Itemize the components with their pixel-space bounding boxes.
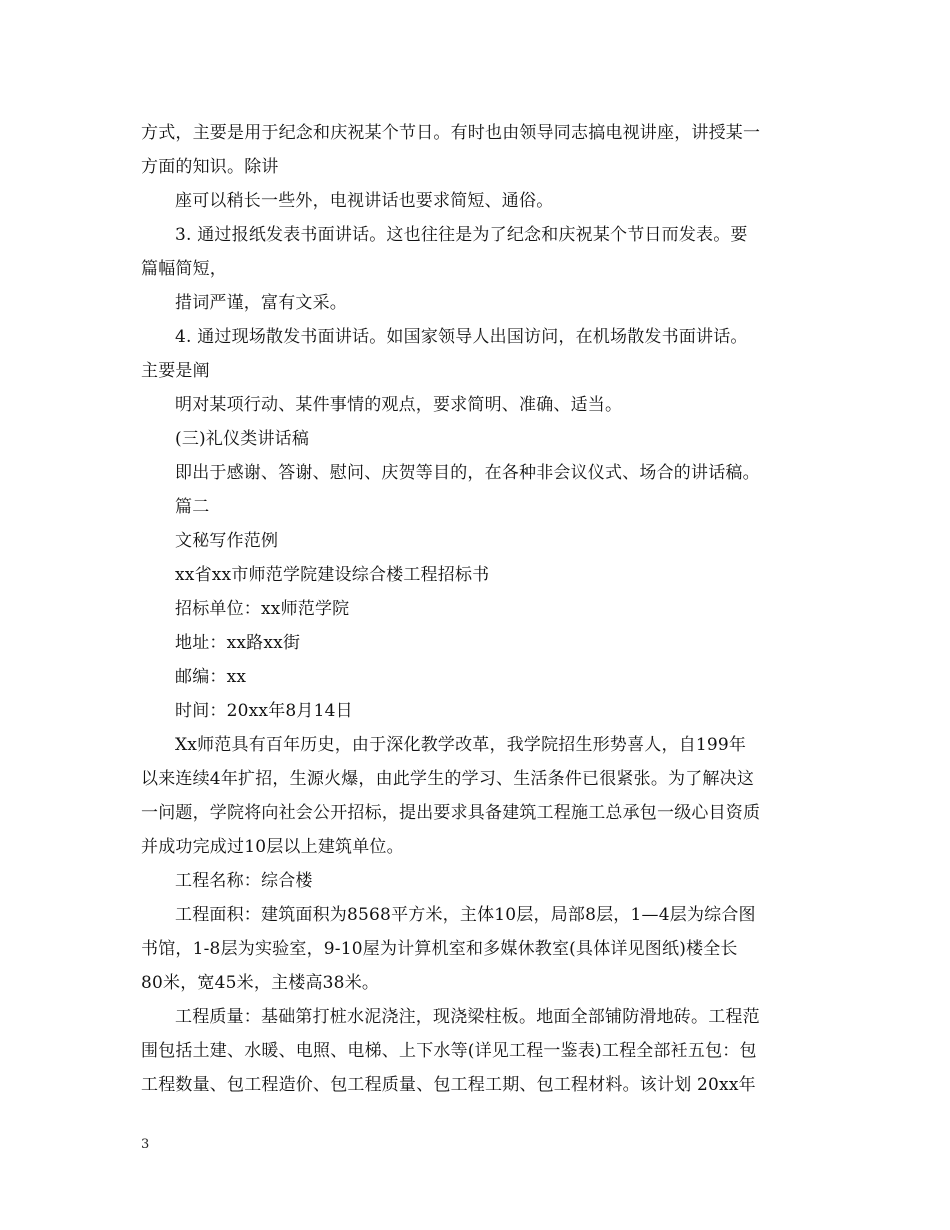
text-line: 并成功完成过10层以上建筑单位。 (141, 837, 404, 857)
text-line: 以来连续4年扩招，生源火爆，由此学生的学习、生活条件已很紧张。为了解决这 (141, 769, 755, 789)
text-line: 书馆，1-8层为实验室，9-10屋为计算机室和多媒休教室(具体详见图纸)楼全长 (141, 939, 738, 959)
text-line: 时间：20xx年8月14日 (175, 701, 353, 721)
text-line: 招标单位：xx师范学院 (175, 599, 350, 619)
section-heading: 文秘写作范例 (175, 531, 279, 551)
text-line: 工程数量、包工程造价、包工程质量、包工程工期、包工程材料。该计划 20xx年 (141, 1075, 756, 1095)
text-line: 围包括土建、水暖、电照、电梯、上下水等(详见工程一鉴表)工程全部衽五包：包 (141, 1041, 757, 1061)
section-heading: 篇二 (175, 497, 210, 517)
text-line: 工程质量：基础第打桩水泥浇注，现浇梁柱板。地面全部铺防滑地砖。工程范 (175, 1007, 760, 1027)
text-line: 明对某项行动、某件事情的观点，要求简明、准确、适当。 (175, 395, 623, 415)
text-line: 篇幅简短， (141, 259, 227, 279)
text-line: 一问题，学院将向社会公开招标，提出要求具备建筑工程施工总承包一级心目资质 (141, 803, 761, 823)
section-heading: (三)礼仪类讲话稿 (175, 429, 310, 449)
text-line: 座可以稍长一些外，电视讲话也要求简短、通俗。 (175, 191, 554, 211)
text-line: 主要是阐 (141, 361, 210, 381)
text-line: 措词严谨，富有文采。 (175, 293, 347, 313)
text-line: 3. 通过报纸发表书面讲话。这也往往是为了纪念和庆祝某个节日而发表。要 (175, 225, 748, 245)
document-title: xx省xx市师范学院建设综合楼工程招标书 (175, 565, 490, 585)
text-line: 工程面积：建筑面积为8568平方米，主体10层，局部8层，1—4层为综合图 (175, 905, 756, 925)
text-line: 方式，主要是用于纪念和庆祝某个节日。有时也由领导同志搞电视讲座，讲授某一 (141, 123, 761, 143)
text-line: 方面的知识。除讲 (141, 157, 279, 177)
text-line: 80米，宽45米，主楼高38米。 (141, 973, 380, 993)
text-line: 地址：xx路xx街 (175, 633, 301, 653)
text-line: 工程名称：综合楼 (175, 871, 313, 891)
text-line: 4. 通过现场散发书面讲话。如国家领导人出国访问，在机场散发书面讲话。 (175, 327, 748, 347)
text-line: Xx师范具有百年历史，由于深化教学改革，我学院招生形势喜人，自199年 (175, 735, 747, 755)
text-line: 即出于感谢、答谢、慰问、庆贺等目的，在各种非会议仪式、场合的讲话稿。 (175, 463, 760, 483)
text-line: 邮编：xx (175, 667, 247, 687)
page-number: 3 (141, 1137, 150, 1152)
